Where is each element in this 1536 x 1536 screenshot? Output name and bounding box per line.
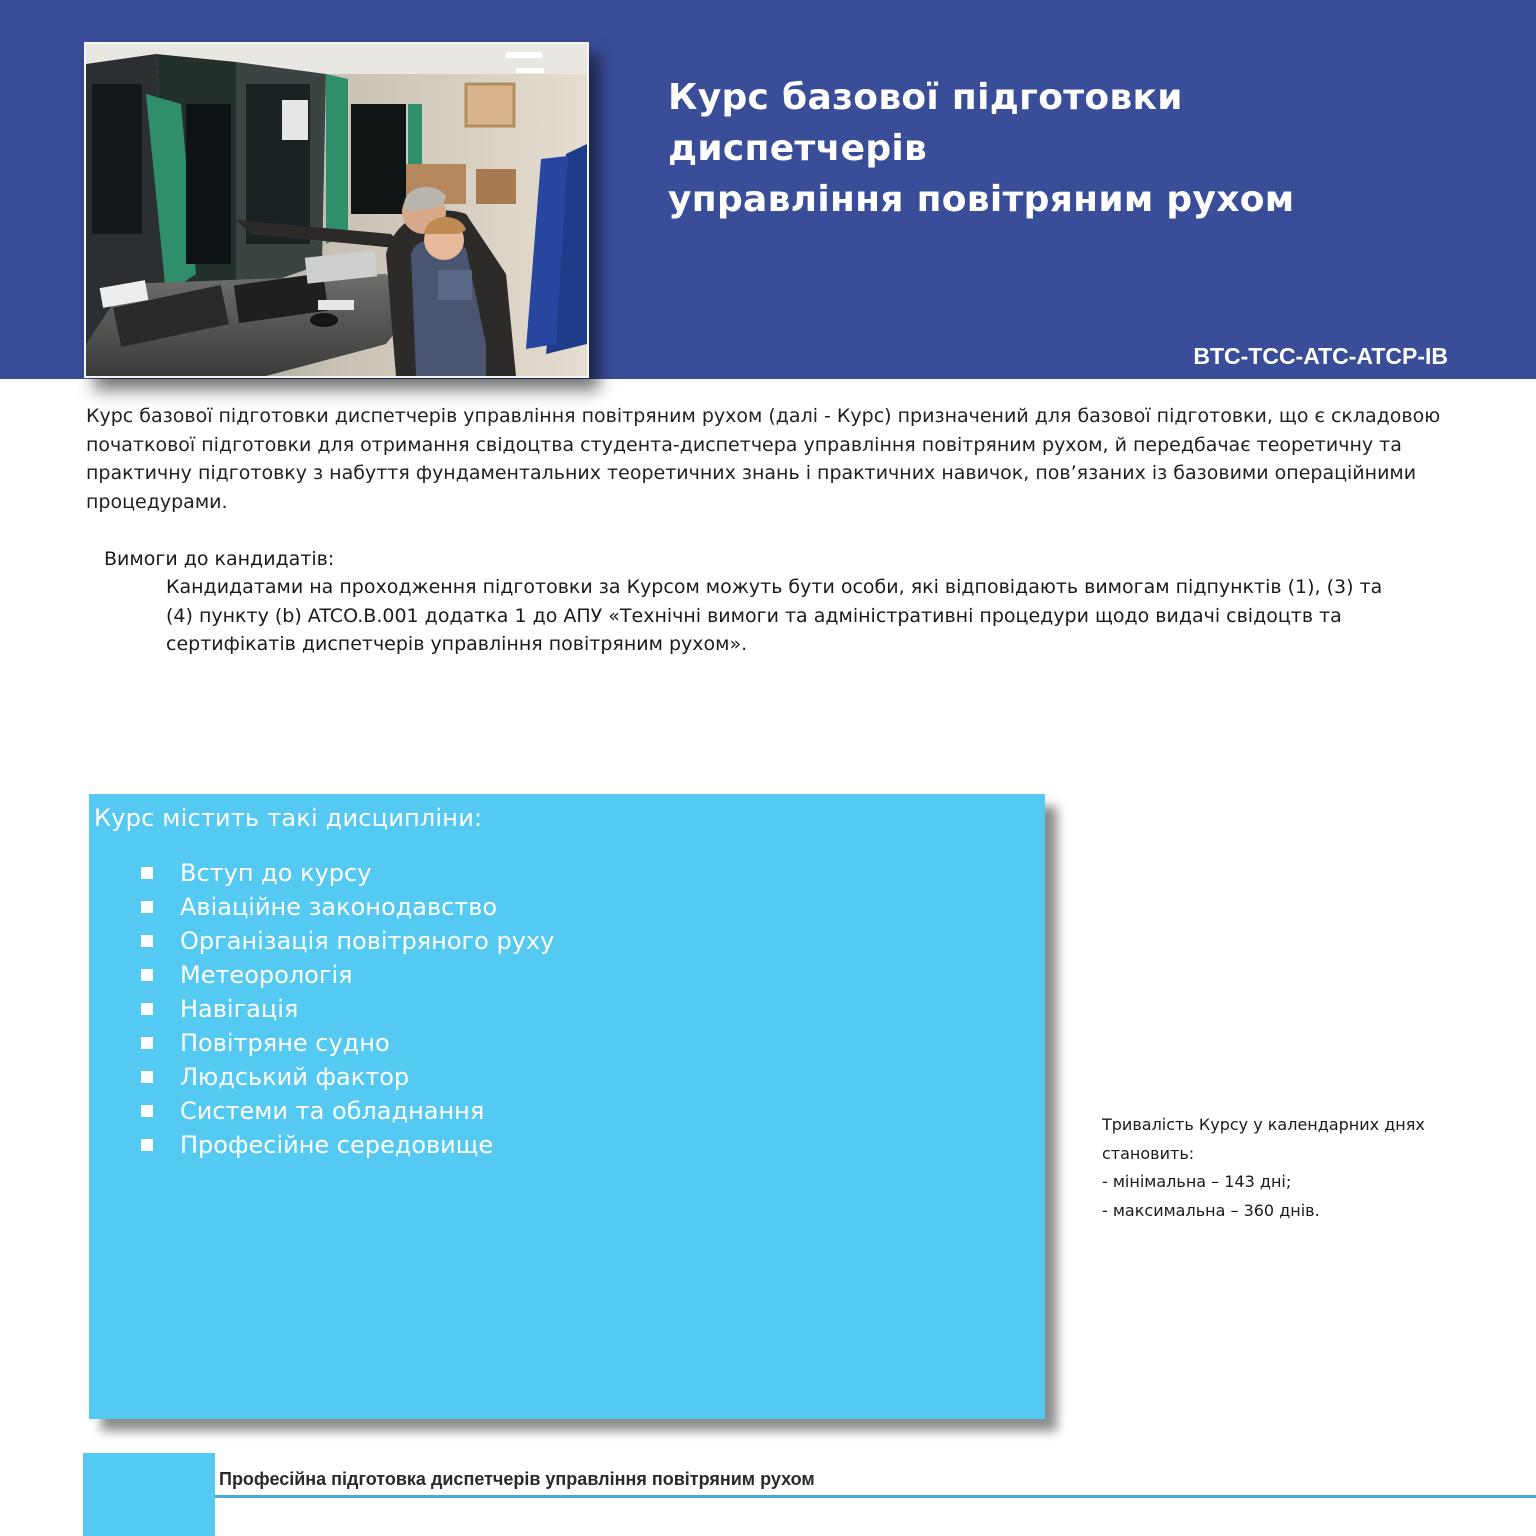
requirements-heading: Вимоги до кандидатів: [104, 548, 335, 570]
square-bullet-icon [141, 1139, 153, 1151]
square-bullet-icon [141, 901, 153, 913]
list-item [139, 1128, 554, 1162]
discipline-label: Професійне середовище [180, 1131, 494, 1159]
square-bullet-icon [141, 935, 153, 947]
square-bullet-icon [141, 867, 153, 879]
discipline-label: Метеорологія [180, 961, 353, 989]
list-item [139, 924, 554, 958]
page-title: Курс базової підготовки диспетчерів управління повітряним рухом [668, 77, 1295, 220]
duration-block [1102, 1111, 1462, 1225]
list-item [139, 1094, 554, 1128]
duration-min: - мінімальна – 143 дні; [1102, 1172, 1292, 1191]
discipline-label: Повітряне судно [180, 1029, 390, 1057]
disciplines-box [89, 794, 1045, 1419]
discipline-label: Вступ до курсу [180, 859, 372, 887]
discipline-label: Авіаційне законодавство [180, 893, 498, 921]
footer-accent-square [83, 1453, 215, 1536]
photo-icon [86, 44, 587, 376]
atc-training-photo [84, 42, 589, 378]
requirements-text: Кандидатами на проходження підготовки за Курсом можуть бути особи, які відповідають вимогам підпунктів (1), (3) та (4) пункту (b) ATCO.B.001 додатка 1 до АПУ «Технічні вимоги та адміністративні процедури щодо видачі свідоцтв та сертифікатів диспетчерів управління повітряним рухом». [166, 576, 1383, 655]
duration-line-1: Тривалість Курсу у календарних днях [1102, 1115, 1425, 1134]
square-bullet-icon [141, 969, 153, 981]
list-item [139, 1026, 554, 1060]
duration-line-2: становить: [1102, 1143, 1195, 1163]
disciplines-heading: Курс містить такі дисципліни: [94, 804, 483, 832]
course-code: BTC-TCC-ATC-ATCP-IB [1193, 343, 1448, 369]
list-item [139, 958, 554, 992]
discipline-label: Системи та обладнання [180, 1097, 485, 1125]
list-item [139, 1060, 554, 1094]
footer-divider [215, 1495, 1536, 1498]
list-item [139, 992, 554, 1026]
intro-paragraph: Курс базової підготовки диспетчерів управління повітряним рухом (далі - Курс) призначений для базової підготовки, що є складовою початкової підготовки для отримання свідоцтва студента-диспетчера управління повітряним рухом, й передбачає теоретичну та практичну підготовку з набуття фундаментальних теоретичних знань і практичних навичок, пов’язаних із базовими операційними процедурами. [86, 405, 1441, 513]
square-bullet-icon [141, 1105, 153, 1117]
discipline-label: Організація повітряного руху [180, 927, 555, 955]
list-item [139, 856, 554, 890]
disciplines-list [139, 856, 554, 1162]
list-item [139, 890, 554, 924]
discipline-label: Людський фактор [180, 1063, 410, 1091]
discipline-label: Навігація [180, 995, 299, 1023]
duration-max: - максимальна – 360 днів. [1102, 1200, 1320, 1220]
square-bullet-icon [141, 1037, 153, 1049]
footer-text: Професійна підготовка диспетчерів управління повітряним рухом [219, 1469, 815, 1489]
square-bullet-icon [141, 1003, 153, 1015]
square-bullet-icon [141, 1071, 153, 1083]
